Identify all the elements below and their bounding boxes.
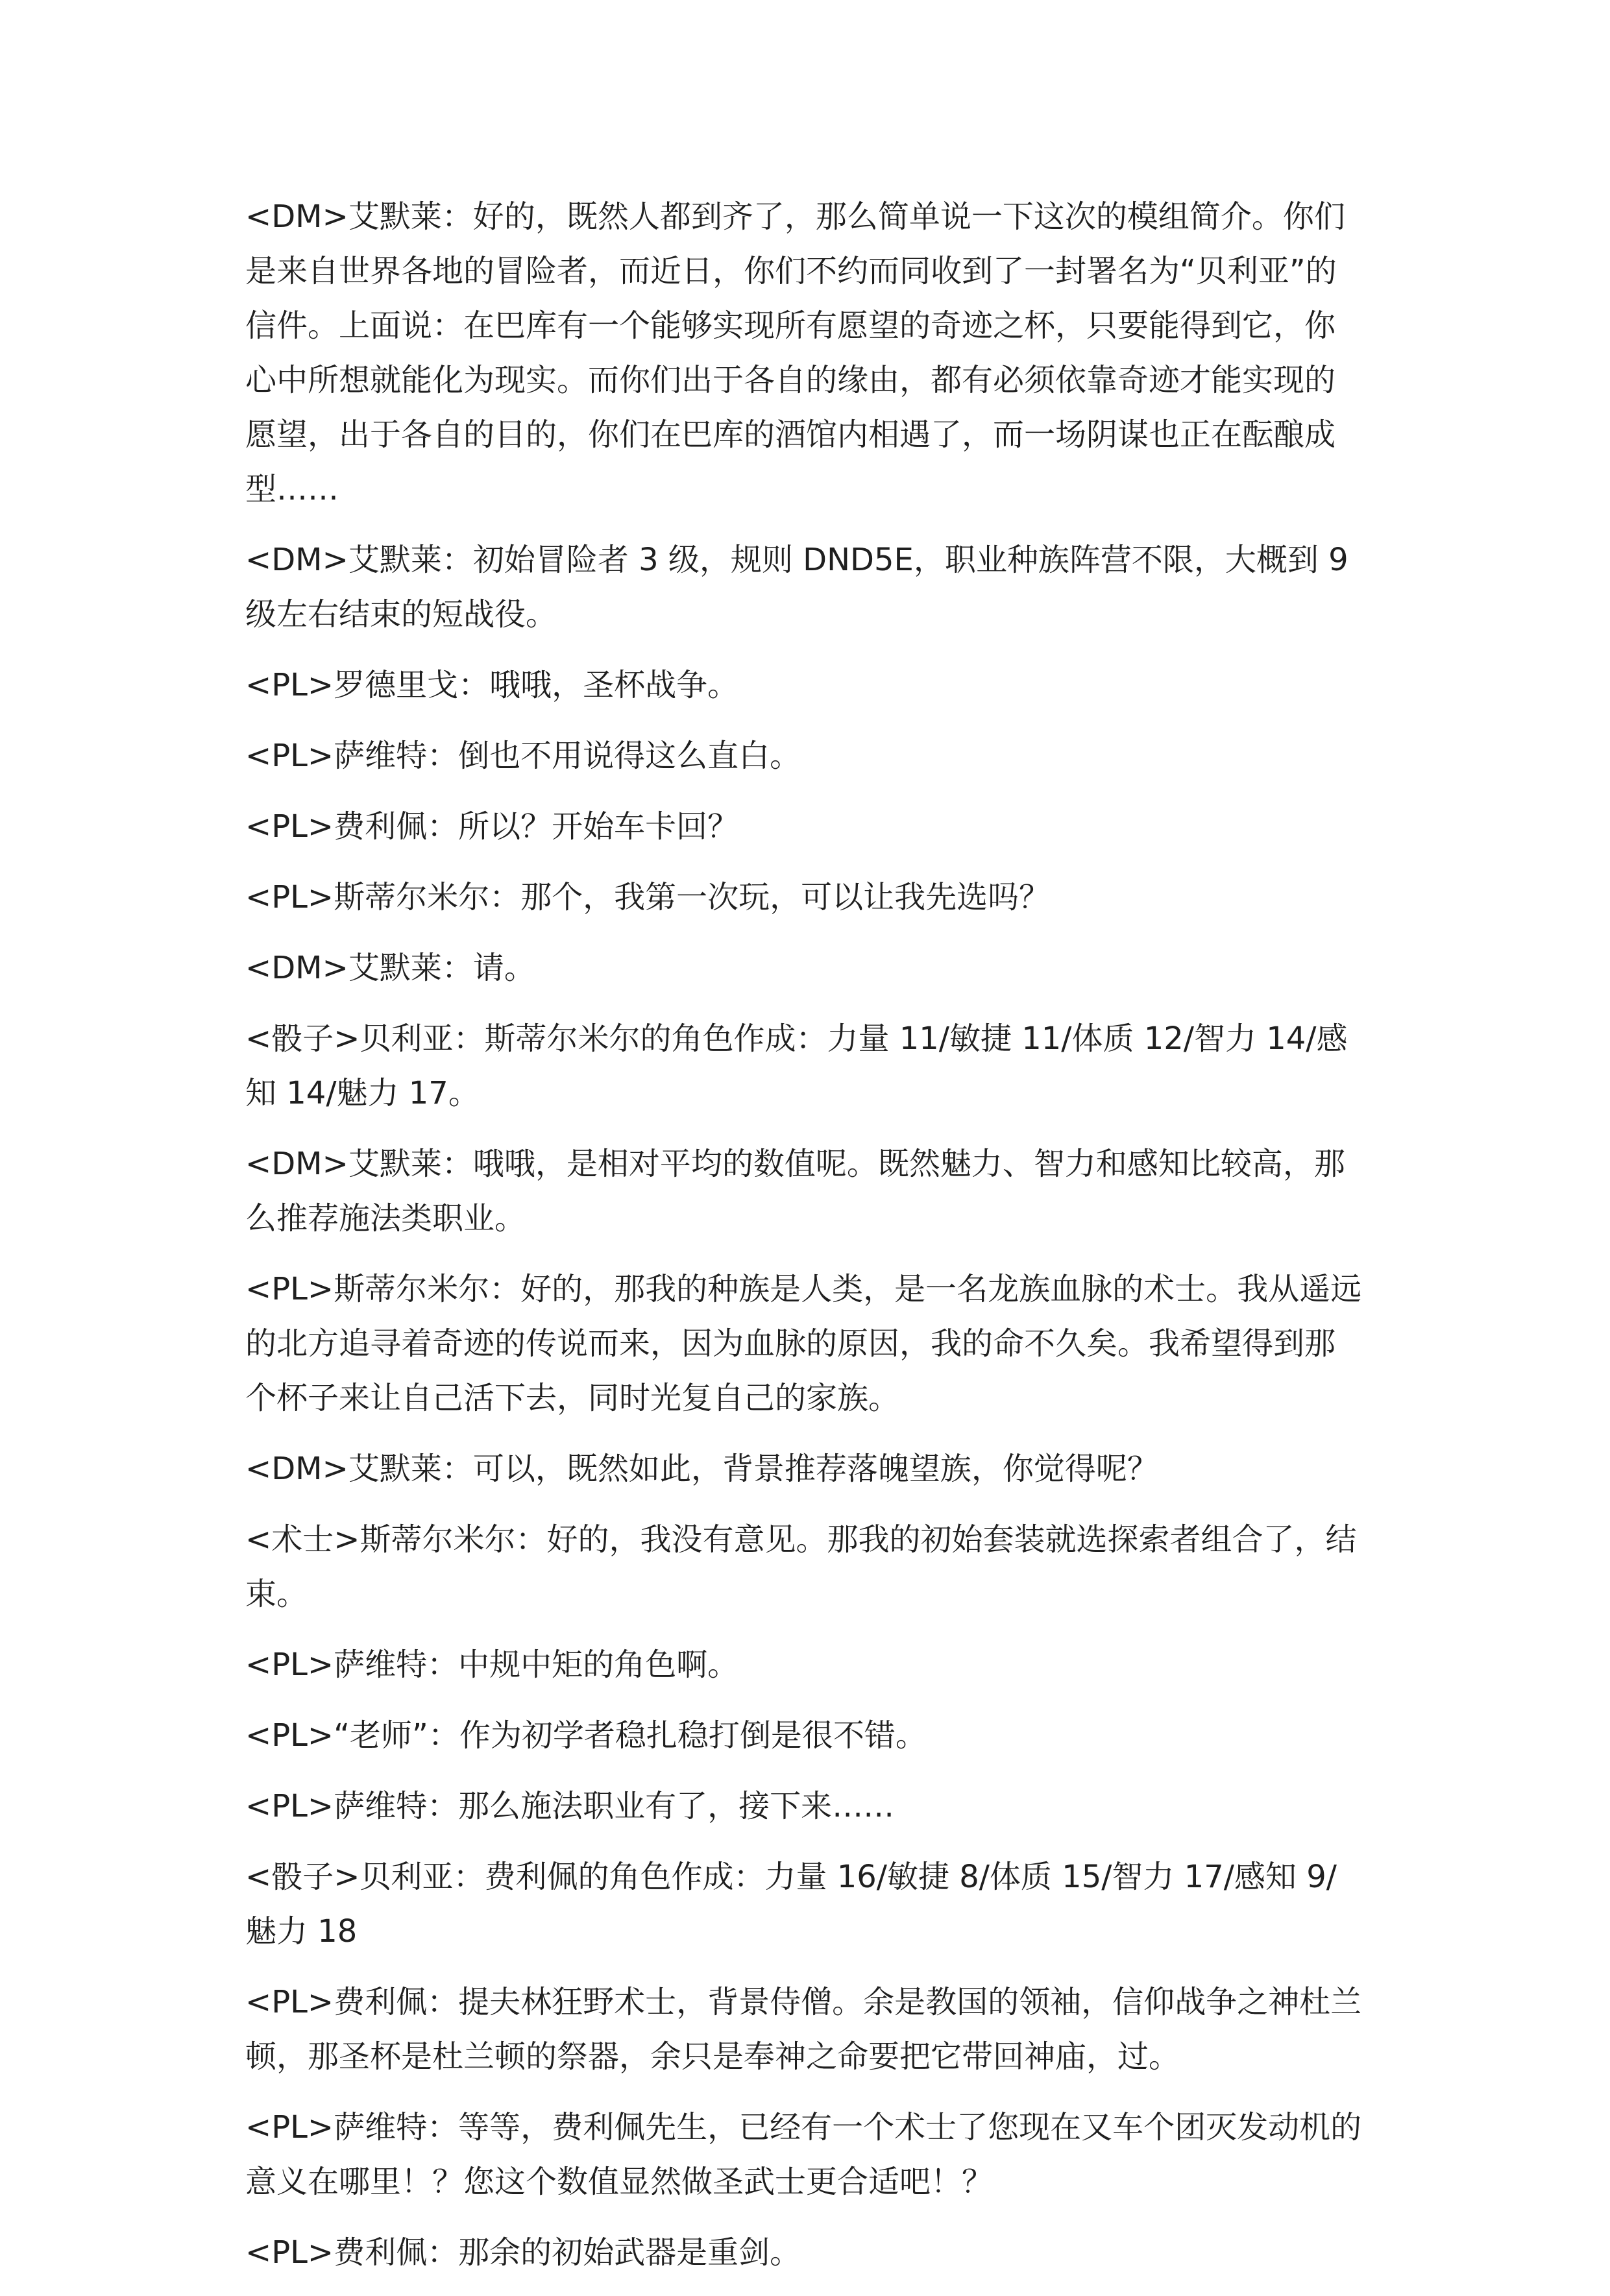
paragraph: <PL>萨维特：中规中矩的角色啊。 <box>245 1647 739 1683</box>
document-body <box>245 189 1365 2296</box>
paragraph: <DM>艾默莱：好的，既然人都到齐了，那么简单说一下这次的模组简介。你们是来自世界各地的冒险者，而近日，你们不约而同收到了一封署名为“贝利亚”的信件。上面说：在巴库有一个能够实现所有愿望的奇迹之杯，只要能得到它，你心中所想就能化为现实。而你们出于各自的缘由，都有必须依靠奇迹才能实现的愿望，出于各自的目的，你们在巴库的酒馆内相遇了，而一场阴谋也正在酝酿成型…… <box>245 199 1345 507</box>
paragraph: <PL>萨维特：那么施法职业有了，接下来…… <box>245 1788 895 1824</box>
paragraph: <PL>费利佩：提夫林狂野术士，背景侍僧。余是教国的领袖，信仰战争之神杜兰顿，那圣杯是杜兰顿的祭器，余只是奉神之命要把它带回神庙，过。 <box>245 1984 1362 2075</box>
paragraph: <PL>萨维特：等等，费利佩先生，已经有一个术士了您现在又车个团灭发动机的意义在哪里！？您这个数值显然做圣武士更合适吧！？ <box>245 2109 1362 2200</box>
paragraph: <PL>“老师”：作为初学者稳扎稳打倒是很不错。 <box>245 1717 927 1754</box>
paragraph: <DM>艾默莱：哦哦，是相对平均的数值呢。既然魅力、智力和感知比较高，那么推荐施法类职业。 <box>245 1146 1345 1237</box>
paragraph: <PL>萨维特：倒也不用说得这么直白。 <box>245 738 801 774</box>
paragraph: <DM>艾默莱：可以，既然如此，背景推荐落魄望族，你觉得呢？ <box>245 1451 1158 1487</box>
paragraph: <骰子>贝利亚：斯蒂尔米尔的角色作成：力量 11/敏捷 11/体质 12/智力 14/感知 14/魅力 17。 <box>245 1021 1348 1111</box>
paragraph: <PL>费利佩：那余的初始武器是重剑。 <box>245 2234 801 2271</box>
paragraph: <骰子>贝利亚：费利佩的角色作成：力量 16/敏捷 8/体质 15/智力 17/感知 9/魅力 18 <box>245 1859 1337 1950</box>
paragraph: <DM>艾默莱：请。 <box>245 950 535 986</box>
paragraph: <PL>斯蒂尔米尔：那个，我第一次玩，可以让我先选吗？ <box>245 879 1051 915</box>
paragraph: <PL>斯蒂尔米尔：好的，那我的种族是人类，是一名龙族血脉的术士。我从遥远的北方追寻着奇迹的传说而来，因为血脉的原因，我的命不久矣。我希望得到那个杯子来让自己活下去，同时光复自己的家族。 <box>245 1271 1362 1416</box>
paragraph: <PL>罗德里戈：哦哦，圣杯战争。 <box>245 667 739 703</box>
paragraph: <PL>费利佩：所以？开始车卡回？ <box>245 808 739 845</box>
paragraph: <术士>斯蒂尔米尔：好的，我没有意见。那我的初始套装就选探索者组合了，结束。 <box>245 1521 1357 1612</box>
paragraph: <DM>艾默莱：初始冒险者 3 级，规则 DND5E，职业种族阵营不限，大概到 9 级左右结束的短战役。 <box>245 542 1358 633</box>
